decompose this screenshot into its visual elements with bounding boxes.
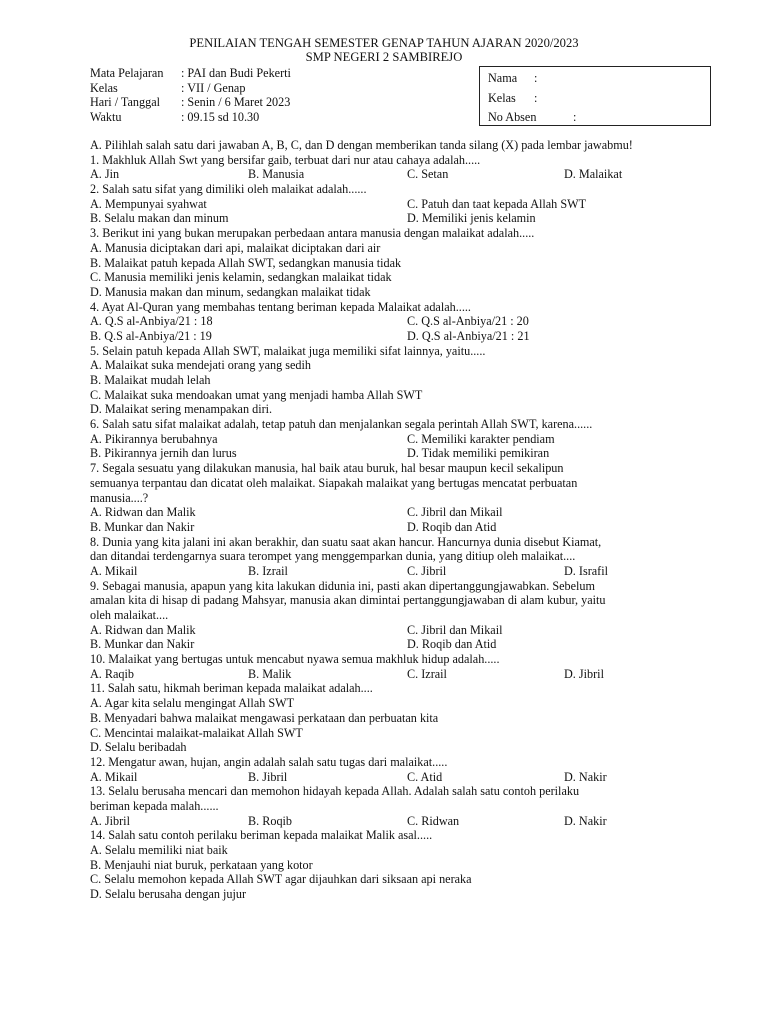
question-text: 3. Berikut ini yang bukan merupakan perbedaan antara manusia dengan malaikat adalah..... <box>90 226 535 241</box>
student-class-colon: : <box>534 90 538 105</box>
answer-option[interactable]: A. Selalu memiliki niat baik <box>90 843 228 858</box>
answer-option[interactable]: D. Memiliki jenis kelamin <box>407 211 536 226</box>
answer-option[interactable]: B. Q.S al-Anbiya/21 : 19 <box>90 328 212 343</box>
options-row <box>90 446 680 461</box>
answer-option[interactable]: C. Malaikat suka mendoakan umat yang menjadi hamba Allah SWT <box>90 387 423 402</box>
question-text: beriman kepada malah...... <box>90 798 219 813</box>
answer-option[interactable]: D. Malaikat <box>564 167 623 182</box>
answer-option[interactable]: D. Q.S al-Anbiya/21 : 21 <box>407 328 530 343</box>
options-row <box>90 197 680 212</box>
question-text: 13. Selalu berusaha mencari dan memohon hidayah kepada Allah. Adalah salah satu contoh perilaku <box>90 784 580 799</box>
student-name-label: Nama <box>488 71 518 85</box>
answer-option[interactable]: B. Malaikat patuh kepada Allah SWT, sedangkan manusia tidak <box>90 255 402 270</box>
answer-option[interactable]: A. Raqib <box>90 666 135 681</box>
answer-option[interactable]: A. Ridwan dan Malik <box>90 622 196 637</box>
question-9 <box>90 579 680 652</box>
answer-option[interactable]: B. Menjauhi niat buruk, perkataan yang kotor <box>90 857 313 872</box>
question-text: dan ditandai terdengarnya suara terompet yang menggemparkan dunia, yang ditiup oleh malaikat.... <box>90 549 576 564</box>
question-4 <box>90 300 680 344</box>
answer-option[interactable]: A. Ridwan dan Malik <box>90 505 196 520</box>
answer-option[interactable]: B. Menyadari bahwa malaikat mengawasi perkataan dan perbuatan kita <box>90 710 439 725</box>
answer-option[interactable]: C. Mencintai malaikat-malaikat Allah SWT <box>90 725 303 740</box>
question-text: 12. Mengatur awan, hujan, angin adalah salah satu tugas dari malaikat..... <box>90 754 448 769</box>
question-text: 9. Sebagai manusia, apapun yang kita lakukan didunia ini, pasti akan dipertanggungjawabkan. Sebelum <box>90 578 595 593</box>
student-class-row <box>488 89 710 109</box>
answer-option[interactable]: A. Malaikat suka mendejati orang yang sedih <box>90 358 312 373</box>
options-row <box>90 623 680 638</box>
answer-option[interactable]: C. Patuh dan taat kepada Allah SWT <box>407 196 587 211</box>
options-row <box>90 314 680 329</box>
answer-option[interactable]: A. Manusia diciptakan dari api, malaikat diciptakan dari air <box>90 240 381 255</box>
answer-option[interactable]: D. Israfil <box>564 563 608 578</box>
exam-info <box>90 66 291 125</box>
options-row <box>90 770 680 785</box>
options-row <box>90 814 680 829</box>
question-11 <box>90 681 680 754</box>
answer-option[interactable]: B. Munkar dan Nakir <box>90 519 195 534</box>
student-absen-colon: : <box>573 110 577 124</box>
question-6 <box>90 417 680 461</box>
student-identity-box <box>479 66 711 126</box>
exam-content <box>90 138 680 902</box>
options-row <box>90 564 680 579</box>
answer-option[interactable]: C. Izrail <box>407 666 447 681</box>
answer-option[interactable]: C. Atid <box>407 769 443 784</box>
info-row-time <box>90 110 291 125</box>
options-row <box>90 432 680 447</box>
instruction: A. Pilihlah salah satu dari jawaban A, B, C, dan D dengan memberikan tanda silang (X) pada lembar jawabmu! <box>90 138 633 152</box>
options-row <box>90 167 680 182</box>
answer-option[interactable]: A. Agar kita selalu mengingat Allah SWT <box>90 696 295 711</box>
question-10 <box>90 652 680 681</box>
info-label: Waktu <box>90 110 122 125</box>
question-text: 11. Salah satu, hikmah beriman kepada malaikat adalah.... <box>90 681 373 696</box>
options-row <box>90 637 680 652</box>
info-value: : VII / Genap <box>181 80 246 95</box>
answer-option[interactable]: C. Selalu memohon kepada Allah SWT agar dijauhkan dari siksaan api neraka <box>90 872 472 887</box>
question-5 <box>90 344 680 417</box>
answer-option[interactable]: A. Jibril <box>90 813 130 828</box>
answer-option[interactable]: B. Jibril <box>248 769 288 784</box>
info-row-class <box>90 81 291 96</box>
answer-option[interactable]: D. Tidak memiliki pemikiran <box>407 446 550 461</box>
student-name-colon: : <box>534 71 538 85</box>
info-label: Mata Pelajaran <box>90 66 164 80</box>
answer-option[interactable]: A. Q.S al-Anbiya/21 : 18 <box>90 314 213 329</box>
answer-option[interactable]: C. Q.S al-Anbiya/21 : 20 <box>407 314 529 329</box>
answer-option[interactable]: D. Jibril <box>564 666 604 681</box>
question-text: manusia....? <box>90 490 149 505</box>
question-text: amalan kita di hisap di padang Mahsyar, manusia akan dimintai pertanggungjawaban di alam kubur, yaitu <box>90 593 606 608</box>
student-absen-label: No Absen <box>488 110 537 124</box>
student-absen-row <box>488 108 710 128</box>
answer-option[interactable]: B. Pikirannya jernih dan lurus <box>90 446 237 461</box>
answer-option[interactable]: A. Mikail <box>90 769 138 784</box>
question-8 <box>90 535 680 579</box>
answer-option[interactable]: D. Nakir <box>564 813 607 828</box>
answer-option[interactable]: B. Malaikat mudah lelah <box>90 373 211 388</box>
answer-option[interactable]: C. Jibril <box>407 563 447 578</box>
question-text: 1. Makhluk Allah Swt yang bersifar gaib, terbuat dari nur atau cahaya adalah..... <box>90 152 481 167</box>
question-text: 14. Salah satu contoh perilaku beriman kepada malaikat Malik asal..... <box>90 828 433 843</box>
options-row <box>90 505 680 520</box>
student-name-row <box>488 69 710 89</box>
answer-option[interactable]: B. Munkar dan Nakir <box>90 637 195 652</box>
answer-option[interactable]: B. Roqib <box>248 813 293 828</box>
answer-option[interactable]: A. Pikirannya berubahnya <box>90 431 218 446</box>
answer-option[interactable]: B. Izrail <box>248 563 288 578</box>
question-13 <box>90 784 680 828</box>
question-text: 2. Salah satu sifat yang dimiliki oleh malaikat adalah...... <box>90 182 367 197</box>
exam-title: PENILAIAN TENGAH SEMESTER GENAP TAHUN AJARAN 2020/2023 <box>189 36 579 50</box>
question-1 <box>90 153 680 182</box>
question-text: semuanya terpantau dan dicatat oleh malaikat. Siapakah malaikat yang bertugas mencatat perbuatan <box>90 475 578 490</box>
answer-option[interactable]: B. Selalu makan dan minum <box>90 211 229 226</box>
answer-option[interactable]: C. Ridwan <box>407 813 460 828</box>
school-name: SMP NEGERI 2 SAMBIREJO <box>305 50 463 64</box>
question-text: 4. Ayat Al-Quran yang membahas tentang beriman kepada Malaikat adalah..... <box>90 299 471 314</box>
answer-option[interactable]: D. Roqib dan Atid <box>407 519 497 534</box>
question-2 <box>90 182 680 226</box>
answer-option[interactable]: D. Nakir <box>564 769 607 784</box>
answer-option[interactable]: D. Selalu beribadah <box>90 740 187 755</box>
question-text: 7. Segala sesuatu yang dilakukan manusia, hal baik atau buruk, hal besar maupun kecil sekalipun <box>90 461 564 476</box>
info-row-date <box>90 95 291 110</box>
info-value: : Senin / 6 Maret 2023 <box>181 95 291 110</box>
info-value: : 09.15 sd 10.30 <box>181 110 260 125</box>
answer-option[interactable]: B. Manusia <box>248 167 305 182</box>
question-text: 10. Malaikat yang bertugas untuk mencabut nyawa semua makhluk hidup adalah..... <box>90 652 500 667</box>
answer-option[interactable]: A. Jin <box>90 167 120 182</box>
answer-option[interactable]: A. Mikail <box>90 563 138 578</box>
answer-option[interactable]: D. Selalu berusaha dengan jujur <box>90 887 247 902</box>
answer-option[interactable]: C. Setan <box>407 167 449 182</box>
info-label: Hari / Tanggal <box>90 95 160 110</box>
info-row-subject <box>90 66 291 81</box>
question-3 <box>90 226 680 299</box>
options-row <box>90 667 680 682</box>
question-text: 8. Dunia yang kita jalani ini akan berakhir, dan suatu saat akan hancur. Hancurnya dunia disebut Kiamat, <box>90 534 602 549</box>
info-value: : PAI dan Budi Pekerti <box>181 66 291 80</box>
answer-option[interactable]: A. Mempunyai syahwat <box>90 196 207 211</box>
answer-option[interactable]: D. Malaikat sering menampakan diri. <box>90 402 273 417</box>
question-text: 6. Salah satu sifat malaikat adalah, tetap patuh dan menjalankan segala perintah Allah SWT, karena...... <box>90 417 593 432</box>
options-row <box>90 211 680 226</box>
options-row <box>90 329 680 344</box>
question-text: oleh malaikat.... <box>90 608 169 623</box>
answer-option[interactable]: B. Malik <box>248 666 292 681</box>
answer-option[interactable]: C. Memiliki karakter pendiam <box>407 431 555 446</box>
question-14 <box>90 828 680 901</box>
answer-option[interactable]: C. Manusia memiliki jenis kelamin, sedangkan malaikat tidak <box>90 270 392 285</box>
answer-option[interactable]: C. Jibril dan Mikail <box>407 505 503 520</box>
question-text: 5. Selain patuh kepada Allah SWT, malaikat juga memiliki sifat lainnya, yaitu..... <box>90 343 486 358</box>
info-label: Kelas <box>90 80 118 95</box>
answer-option[interactable]: D. Roqib dan Atid <box>407 637 497 652</box>
options-row <box>90 520 680 535</box>
question-7 <box>90 461 680 534</box>
answer-option[interactable]: C. Jibril dan Mikail <box>407 622 503 637</box>
student-class-label: Kelas <box>488 90 516 105</box>
answer-option[interactable]: D. Manusia makan dan minum, sedangkan malaikat tidak <box>90 284 371 299</box>
question-12 <box>90 755 680 784</box>
